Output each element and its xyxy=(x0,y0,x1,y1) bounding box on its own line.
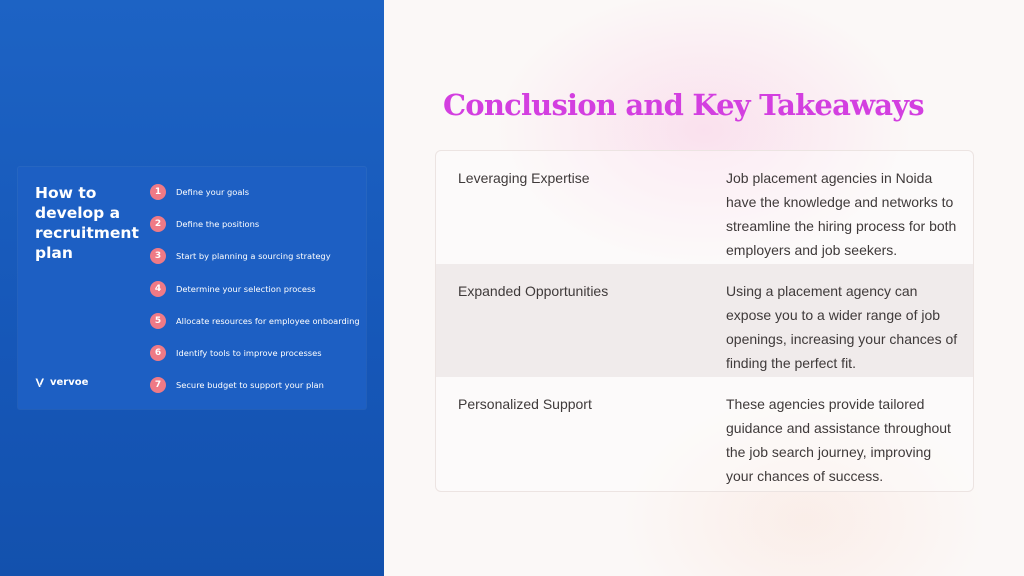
step-item xyxy=(150,345,360,377)
step-number-badge: 5 xyxy=(150,313,166,329)
row-description: Using a placement agency can expose you to a wider range of job openings, increasing your chances of finding the perfect fit. xyxy=(726,283,958,371)
card-title: How to develop a recruitment plan xyxy=(35,184,139,262)
step-item xyxy=(150,184,360,216)
row-description: These agencies provide tailored guidance and assistance throughout the job search journey, improving your chances of success. xyxy=(726,396,951,484)
step-number-badge: 2 xyxy=(150,216,166,232)
step-text: Define the positions xyxy=(176,219,260,230)
page-title: Conclusion and Key Takeaways xyxy=(443,88,924,122)
table-row xyxy=(436,264,973,377)
step-number-badge: 7 xyxy=(150,377,166,393)
step-number-badge: 1 xyxy=(150,184,166,200)
row-label: Leveraging Expertise xyxy=(458,170,590,186)
table-row xyxy=(436,377,973,490)
recruitment-plan-card xyxy=(18,167,366,409)
step-text: Secure budget to support your plan xyxy=(176,380,324,391)
table-row xyxy=(436,151,973,264)
steps-list xyxy=(150,184,360,409)
brand-name: vervoe xyxy=(50,377,89,388)
left-panel xyxy=(0,0,384,576)
row-label: Personalized Support xyxy=(458,396,592,412)
brand-logo xyxy=(35,377,88,388)
step-item xyxy=(150,248,360,280)
row-description: Job placement agencies in Noida have the knowledge and networks to streamline the hiring process for both employers and job seekers. xyxy=(726,170,957,258)
vervoe-logo-icon xyxy=(35,378,47,388)
step-number-badge: 4 xyxy=(150,281,166,297)
step-item xyxy=(150,377,360,409)
takeaways-table xyxy=(435,150,974,492)
step-item xyxy=(150,313,360,345)
row-label: Expanded Opportunities xyxy=(458,283,609,299)
step-item xyxy=(150,216,360,248)
step-text: Determine your selection process xyxy=(176,283,316,294)
step-number-badge: 3 xyxy=(150,248,166,264)
step-text: Define your goals xyxy=(176,187,250,197)
step-text: Allocate resources for employee onboarding xyxy=(176,315,360,326)
step-text: Start by planning a sourcing strategy xyxy=(176,251,331,262)
step-text: Identify tools to improve processes xyxy=(176,347,322,358)
step-number-badge: 6 xyxy=(150,345,166,361)
step-item xyxy=(150,281,360,313)
